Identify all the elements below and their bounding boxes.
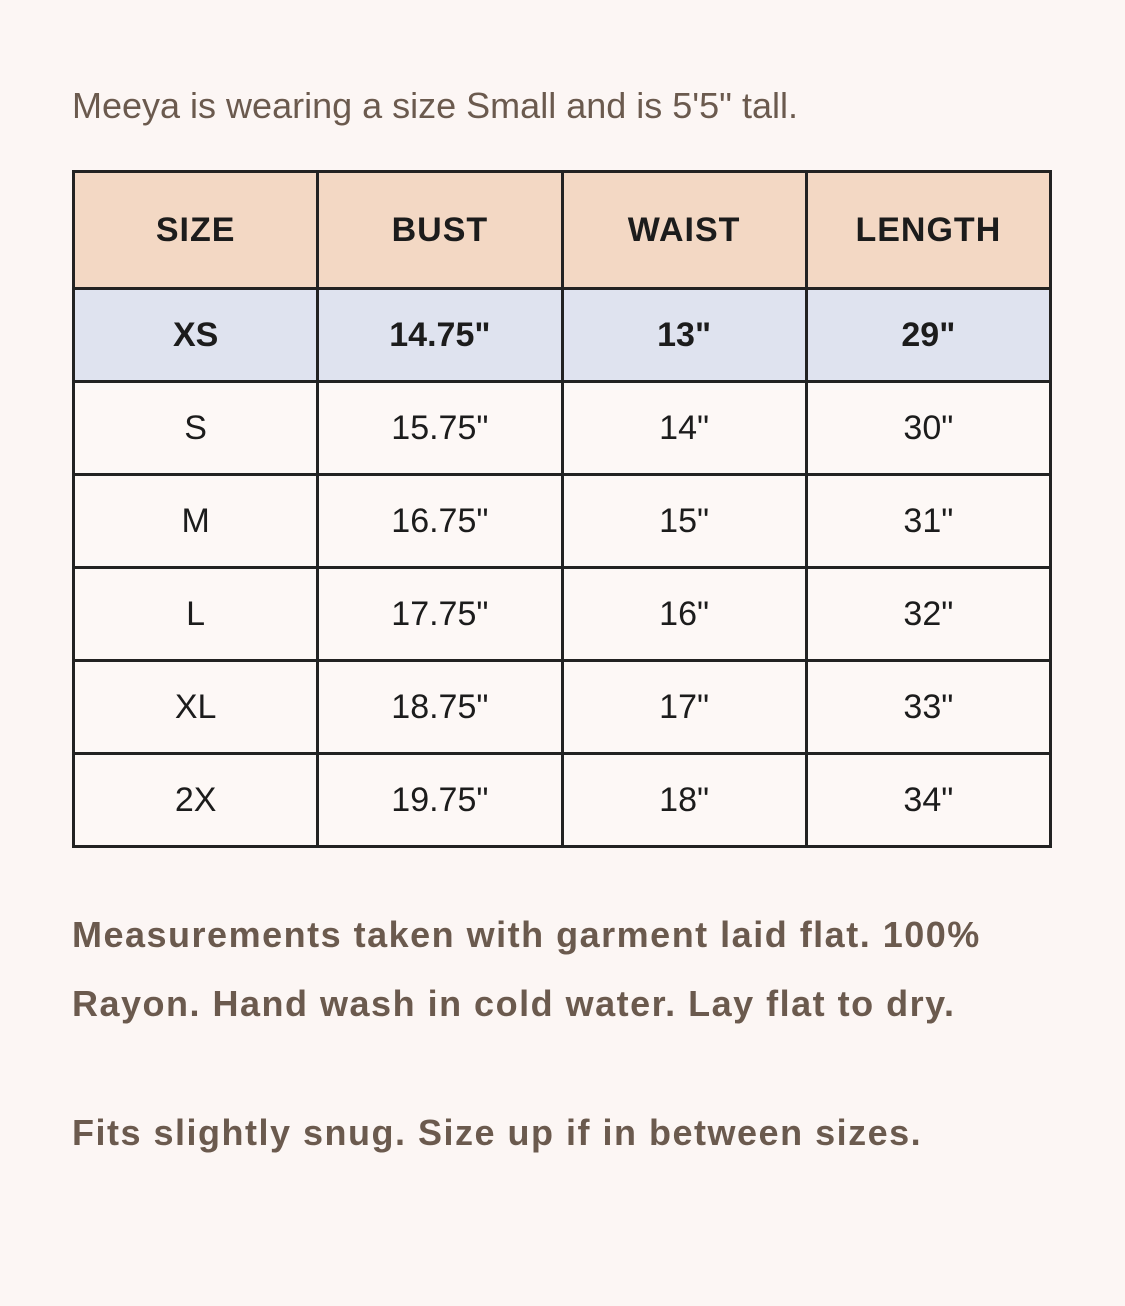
header-size: SIZE bbox=[74, 172, 318, 289]
cell-bust: 18.75" bbox=[318, 661, 562, 754]
cell-length: 33" bbox=[806, 661, 1050, 754]
cell-waist: 18" bbox=[562, 754, 806, 847]
cell-size: 2X bbox=[74, 754, 318, 847]
cell-length: 31" bbox=[806, 475, 1050, 568]
cell-bust: 14.75" bbox=[318, 289, 562, 382]
cell-bust: 16.75" bbox=[318, 475, 562, 568]
fit-note: Fits slightly snug. Size up if in between sizes. bbox=[72, 1112, 923, 1153]
cell-length: 30" bbox=[806, 382, 1050, 475]
product-notes bbox=[72, 900, 1052, 1167]
table-row-s bbox=[74, 382, 1051, 475]
spacer bbox=[72, 1038, 1052, 1098]
table-row-xs bbox=[74, 289, 1051, 382]
cell-waist: 14" bbox=[562, 382, 806, 475]
care-instructions: Measurements taken with garment laid flat. 100% Rayon. Hand wash in cold water. Lay flat to dry. bbox=[72, 914, 981, 1024]
size-chart-table bbox=[72, 170, 1052, 848]
table-header-row bbox=[74, 172, 1051, 289]
cell-size: S bbox=[74, 382, 318, 475]
header-bust: BUST bbox=[318, 172, 562, 289]
cell-size: L bbox=[74, 568, 318, 661]
cell-waist: 16" bbox=[562, 568, 806, 661]
cell-length: 32" bbox=[806, 568, 1050, 661]
model-info-text: Meeya is wearing a size Small and is 5'5" tall. bbox=[72, 85, 798, 126]
cell-bust: 19.75" bbox=[318, 754, 562, 847]
table-row-m bbox=[74, 475, 1051, 568]
table-row-l bbox=[74, 568, 1051, 661]
cell-bust: 17.75" bbox=[318, 568, 562, 661]
cell-waist: 13" bbox=[562, 289, 806, 382]
cell-waist: 17" bbox=[562, 661, 806, 754]
cell-waist: 15" bbox=[562, 475, 806, 568]
cell-bust: 15.75" bbox=[318, 382, 562, 475]
cell-size: XL bbox=[74, 661, 318, 754]
table-row-xl bbox=[74, 661, 1051, 754]
cell-length: 29" bbox=[806, 289, 1050, 382]
cell-length: 34" bbox=[806, 754, 1050, 847]
cell-size: M bbox=[74, 475, 318, 568]
table-row-2x bbox=[74, 754, 1051, 847]
cell-size: XS bbox=[74, 289, 318, 382]
header-waist: WAIST bbox=[562, 172, 806, 289]
header-length: LENGTH bbox=[806, 172, 1050, 289]
